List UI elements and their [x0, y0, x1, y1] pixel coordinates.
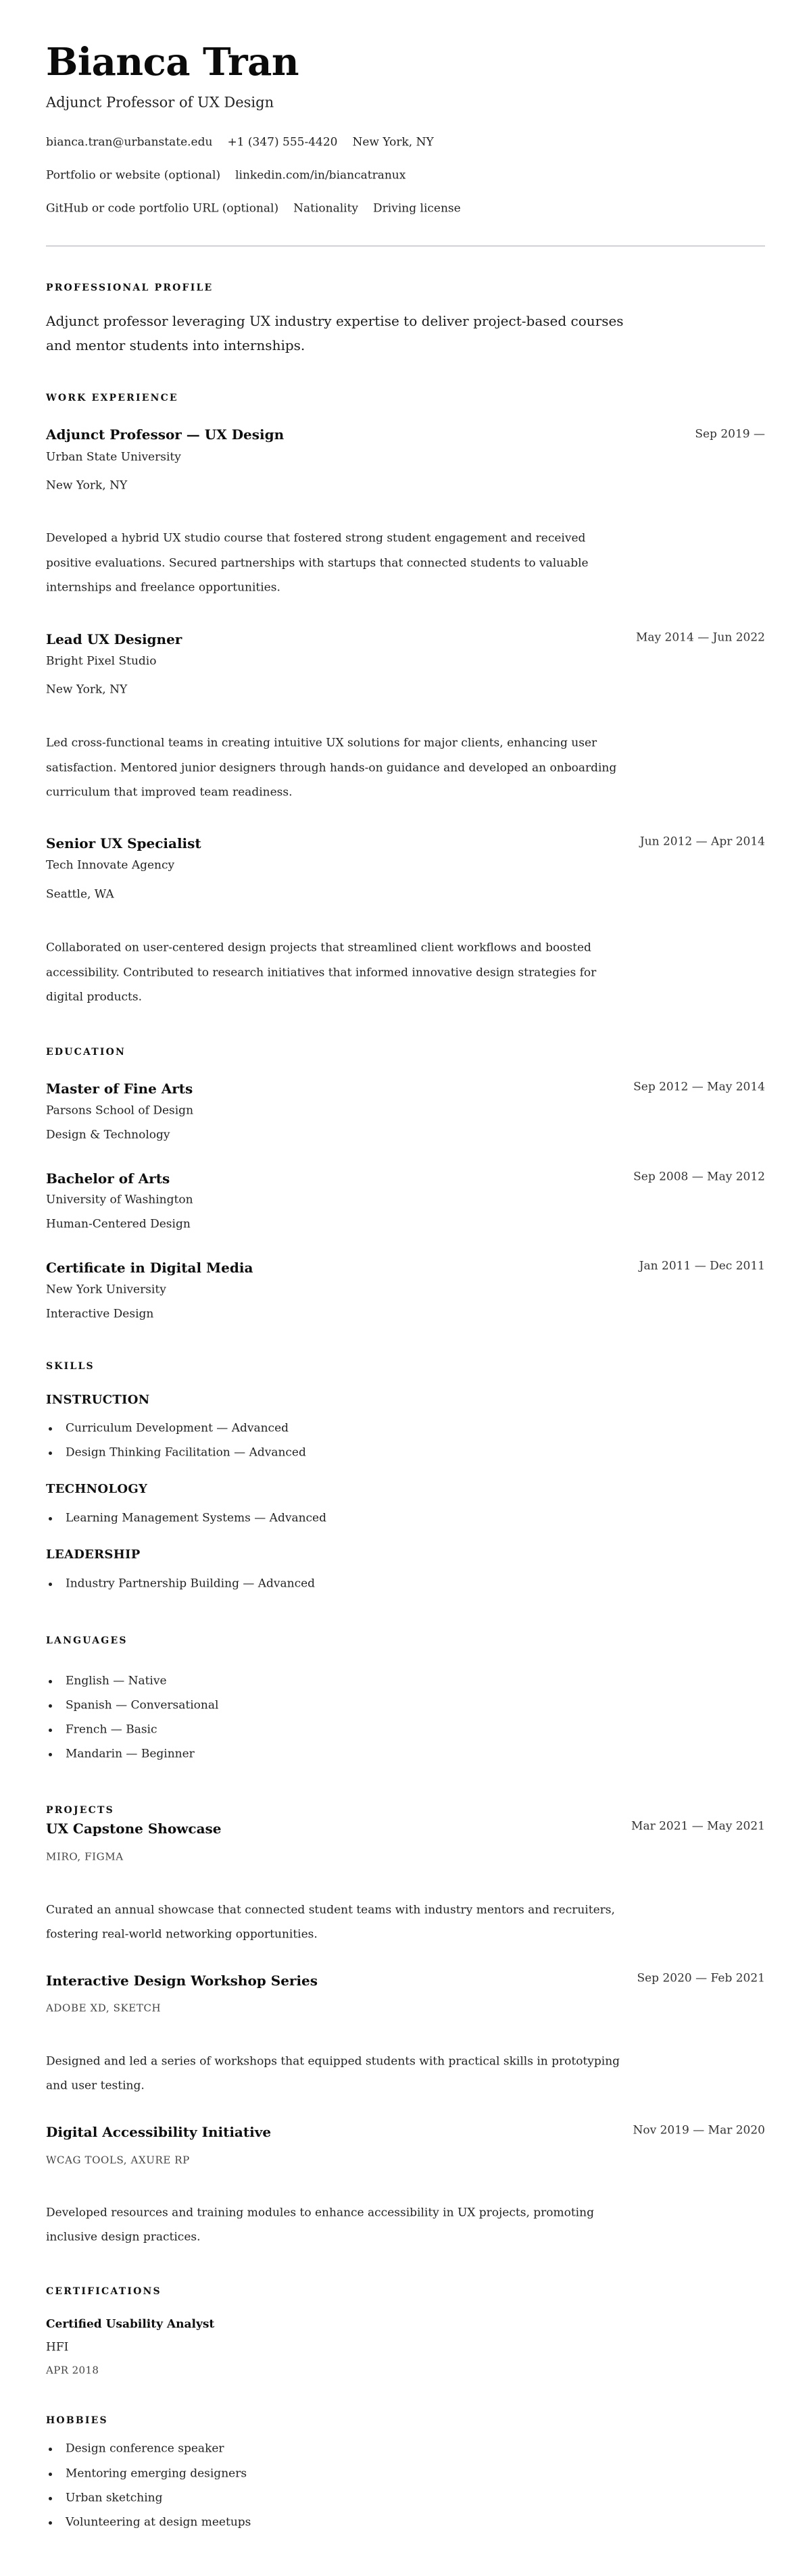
bullet-icon: [49, 1427, 52, 1431]
education-degree: Bachelor of Arts: [46, 1170, 170, 1187]
job-dates: May 2014 — Jun 2022: [635, 630, 765, 645]
job-dates: Jun 2012 — Apr 2014: [639, 835, 765, 849]
profile-text-line: and mentor students into internships.: [46, 337, 305, 353]
candidate-name: Bianca Tran: [46, 40, 299, 84]
project-dates: Sep 2020 — Feb 2021: [637, 1971, 765, 1985]
job-description-line: Led cross-functional teams in creating intuitive UX solutions for major clients, enhancing user: [46, 736, 597, 750]
certification-issuer: HFI: [46, 2340, 69, 2354]
job-description-line: Developed a hybrid UX studio course that fostered strong student engagement and received: [46, 531, 586, 545]
github-link[interactable]: GitHub or code portfolio URL (optional): [46, 201, 279, 216]
job-title: Lead UX Designer: [46, 631, 182, 647]
section-heading-certifications: CERTIFICATIONS: [46, 2286, 162, 2297]
section-heading-profile: PROFESSIONAL PROFILE: [46, 282, 214, 293]
section-heading-projects: PROJECTS: [46, 1805, 114, 1816]
bullet-icon: [49, 2473, 52, 2476]
bullet-icon: [49, 2521, 52, 2525]
header-divider: [46, 245, 765, 247]
contact-row-1: [46, 135, 434, 154]
bullet-icon: [49, 1729, 52, 1732]
education-dates: Sep 2012 — May 2014: [633, 1080, 765, 1094]
project-title: Interactive Design Workshop Series: [46, 1973, 318, 1989]
hobby-item: Urban sketching: [46, 2498, 162, 2510]
job-description-line: satisfaction. Mentored junior designers through hands-on guidance and developed an onboarding: [46, 761, 617, 775]
bullet-icon: [49, 1517, 52, 1520]
bullet-icon: [49, 1583, 52, 1586]
project-description-line: inclusive design practices.: [46, 2230, 201, 2244]
education-degree: Master of Fine Arts: [46, 1081, 193, 1097]
nationality: Nationality: [293, 201, 359, 216]
skill-item: Learning Management Systems — Advanced: [46, 1518, 326, 1530]
contact-row-2: [46, 168, 406, 187]
bullet-icon: [49, 2448, 52, 2451]
project-tools: WCAG TOOLS, AXURE RP: [46, 2154, 190, 2166]
skill-category: TECHNOLOGY: [46, 1482, 148, 1496]
hobby-item: Mentoring emerging designers: [46, 2474, 247, 2485]
project-tools: MIRO, FIGMA: [46, 1850, 124, 1863]
bullet-icon: [49, 1704, 52, 1708]
job-description-line: positive evaluations. Secured partnerships with startups that connected students to valuable: [46, 556, 589, 570]
project-description-line: Curated an annual showcase that connected student teams with industry mentors and recruiters,: [46, 1903, 615, 1917]
candidate-title: Adjunct Professor of UX Design: [46, 94, 274, 111]
project-title: Digital Accessibility Initiative: [46, 2124, 272, 2140]
bullet-icon: [49, 2497, 52, 2500]
job-title: Senior UX Specialist: [46, 835, 201, 851]
education-dates: Sep 2008 — May 2012: [633, 1170, 765, 1184]
job-company: Bright Pixel Studio: [46, 654, 157, 668]
language-item: Spanish — Conversational: [46, 1706, 218, 1717]
bullet-icon: [49, 1680, 52, 1683]
job-company: Urban State University: [46, 450, 181, 464]
bullet-icon: [49, 1452, 52, 1455]
language-item: French — Basic: [46, 1730, 157, 1741]
project-description-line: Developed resources and training modules to enhance accessibility in UX projects, promoting: [46, 2206, 594, 2220]
education-school: New York University: [46, 1283, 166, 1297]
profile-text-line: Adjunct professor leveraging UX industry expertise to deliver project-based courses: [46, 313, 624, 329]
section-heading-education: EDUCATION: [46, 1047, 126, 1058]
job-description-line: curriculum that improved team readiness.: [46, 785, 293, 799]
project-description-line: Designed and led a series of workshops that equipped students with practical skills in prototyping: [46, 2054, 620, 2069]
project-title: UX Capstone Showcase: [46, 1820, 222, 1837]
education-degree: Certificate in Digital Media: [46, 1260, 253, 1276]
skill-item: Design Thinking Facilitation — Advanced: [46, 1453, 306, 1464]
hobby-item: Design conference speaker: [46, 2449, 224, 2460]
location: New York, NY: [352, 135, 434, 149]
section-heading-skills: SKILLS: [46, 1361, 95, 1372]
job-title: Adjunct Professor — UX Design: [46, 426, 285, 443]
section-heading-hobbies: HOBBIES: [46, 2415, 108, 2426]
contact-row-3: [46, 201, 461, 220]
language-item: Mandarin — Beginner: [46, 1754, 195, 1766]
skill-item: Curriculum Development — Advanced: [46, 1429, 289, 1440]
project-description-line: fostering real-world networking opportunities.: [46, 1927, 318, 1941]
section-heading-languages: LANGUAGES: [46, 1635, 128, 1646]
project-description-line: and user testing.: [46, 2079, 145, 2093]
driving-license: Driving license: [373, 201, 461, 216]
job-description-line: accessibility. Contributed to research initiatives that informed innovative design strategies for: [46, 966, 597, 980]
bullet-icon: [49, 1753, 52, 1756]
project-dates: Mar 2021 — May 2021: [631, 1819, 765, 1833]
certification-title: Certified Usability Analyst: [46, 2317, 215, 2331]
job-location: New York, NY: [46, 683, 128, 697]
job-location: New York, NY: [46, 478, 128, 493]
portfolio-link[interactable]: Portfolio or website (optional): [46, 168, 221, 182]
project-dates: Nov 2019 — Mar 2020: [633, 2123, 765, 2137]
job-description-line: digital products.: [46, 990, 143, 1004]
skill-category: INSTRUCTION: [46, 1393, 150, 1407]
hobby-item: Volunteering at design meetups: [46, 2523, 251, 2534]
job-dates: Sep 2019 —: [695, 427, 765, 441]
skill-category: LEADERSHIP: [46, 1547, 141, 1562]
linkedin-link[interactable]: linkedin.com/in/biancatranux: [235, 168, 406, 182]
job-description-line: internships and freelance opportunities.: [46, 580, 280, 595]
education-field: Human-Centered Design: [46, 1217, 191, 1231]
section-heading-work: WORK EXPERIENCE: [46, 393, 178, 403]
education-field: Interactive Design: [46, 1307, 154, 1321]
job-location: Seattle, WA: [46, 887, 114, 901]
language-item: English — Native: [46, 1681, 167, 1693]
job-description-line: Collaborated on user-centered design projects that streamlined client workflows and boosted: [46, 941, 591, 955]
education-dates: Jan 2011 — Dec 2011: [639, 1259, 765, 1273]
certification-date: APR 2018: [46, 2364, 99, 2377]
education-school: Parsons School of Design: [46, 1104, 194, 1118]
education-school: University of Washington: [46, 1193, 193, 1207]
education-field: Design & Technology: [46, 1128, 170, 1142]
skill-item: Industry Partnership Building — Advanced: [46, 1584, 315, 1595]
project-tools: ADOBE XD, SKETCH: [46, 2002, 162, 2014]
phone-number[interactable]: +1 (347) 555-4420: [227, 135, 338, 149]
email-link[interactable]: bianca.tran@urbanstate.edu: [46, 135, 213, 149]
job-company: Tech Innovate Agency: [46, 858, 175, 872]
